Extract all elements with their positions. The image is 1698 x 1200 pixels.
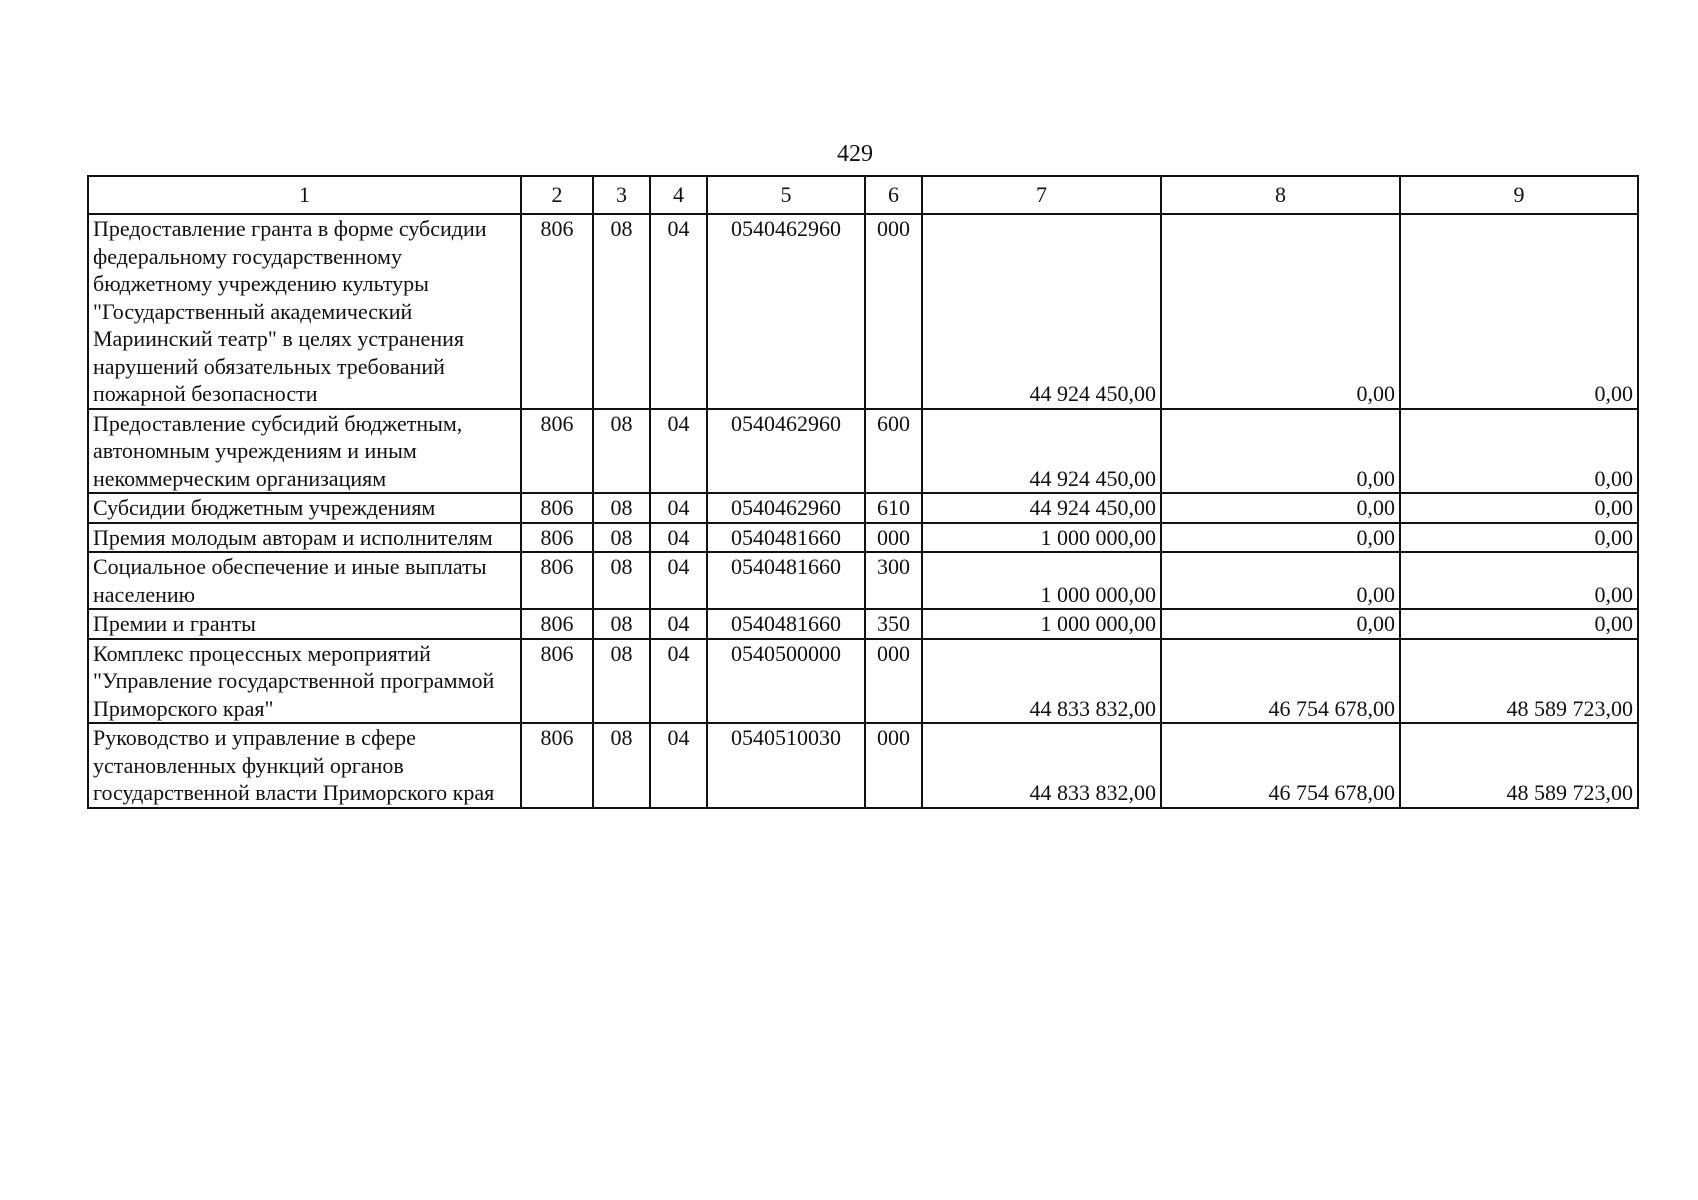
row-name: Предоставление субсидий бюджетным, автономным учреждениям и иным некоммерческим организациям bbox=[88, 409, 521, 494]
table-row bbox=[88, 723, 1638, 808]
row-amount-8: 0,00 bbox=[1161, 609, 1400, 639]
row-name: Предоставление гранта в форме субсидии федеральному государственному бюджетному учреждению культуры "Государственный академический Мариинский театр" в целях устранения нарушений обязательных требований пожарной безопасности bbox=[88, 214, 521, 409]
row-code-2: 806 bbox=[521, 639, 593, 724]
row-code-4: 04 bbox=[650, 409, 707, 494]
row-code-4: 04 bbox=[650, 723, 707, 808]
row-amount-7: 1 000 000,00 bbox=[922, 523, 1161, 553]
row-name: Премии и гранты bbox=[88, 609, 521, 639]
row-amount-8: 0,00 bbox=[1161, 523, 1400, 553]
row-code-6: 000 bbox=[865, 639, 922, 724]
row-amount-8: 46 754 678,00 bbox=[1161, 639, 1400, 724]
column-header-2: 2 bbox=[521, 176, 593, 214]
column-header-4: 4 bbox=[650, 176, 707, 214]
row-name: Субсидии бюджетным учреждениям bbox=[88, 493, 521, 523]
column-header-7: 7 bbox=[922, 176, 1161, 214]
row-name: Комплекс процессных мероприятий "Управление государственной программой Приморского края" bbox=[88, 639, 521, 724]
row-code-3: 08 bbox=[593, 723, 650, 808]
row-amount-9: 0,00 bbox=[1400, 409, 1638, 494]
row-code-3: 08 bbox=[593, 493, 650, 523]
row-amount-7: 1 000 000,00 bbox=[922, 609, 1161, 639]
row-code-6: 000 bbox=[865, 523, 922, 553]
row-amount-7: 1 000 000,00 bbox=[922, 552, 1161, 609]
row-code-4: 04 bbox=[650, 552, 707, 609]
column-header-8: 8 bbox=[1161, 176, 1400, 214]
table-row bbox=[88, 552, 1638, 609]
row-amount-9: 48 589 723,00 bbox=[1400, 639, 1638, 724]
table-row bbox=[88, 523, 1638, 553]
table-row bbox=[88, 639, 1638, 724]
table-row bbox=[88, 493, 1638, 523]
row-code-3: 08 bbox=[593, 214, 650, 409]
header-row bbox=[88, 176, 1638, 214]
row-code-6: 350 bbox=[865, 609, 922, 639]
row-amount-7: 44 924 450,00 bbox=[922, 214, 1161, 409]
row-amount-8: 46 754 678,00 bbox=[1161, 723, 1400, 808]
row-amount-7: 44 833 832,00 bbox=[922, 723, 1161, 808]
row-amount-7: 44 924 450,00 bbox=[922, 409, 1161, 494]
row-amount-8: 0,00 bbox=[1161, 493, 1400, 523]
row-code-6: 300 bbox=[865, 552, 922, 609]
row-code-6: 600 bbox=[865, 409, 922, 494]
table-row bbox=[88, 609, 1638, 639]
row-code-4: 04 bbox=[650, 214, 707, 409]
row-code-5: 0540462960 bbox=[707, 409, 865, 494]
row-code-5: 0540481660 bbox=[707, 552, 865, 609]
row-code-4: 04 bbox=[650, 609, 707, 639]
row-code-6: 610 bbox=[865, 493, 922, 523]
row-code-2: 806 bbox=[521, 723, 593, 808]
row-code-2: 806 bbox=[521, 552, 593, 609]
row-code-3: 08 bbox=[593, 523, 650, 553]
page-number: 429 bbox=[837, 141, 873, 167]
row-amount-7: 44 833 832,00 bbox=[922, 639, 1161, 724]
column-header-6: 6 bbox=[865, 176, 922, 214]
row-code-4: 04 bbox=[650, 523, 707, 553]
row-code-6: 000 bbox=[865, 723, 922, 808]
row-code-2: 806 bbox=[521, 214, 593, 409]
row-amount-9: 0,00 bbox=[1400, 609, 1638, 639]
row-code-3: 08 bbox=[593, 409, 650, 494]
table-row bbox=[88, 214, 1638, 409]
row-code-5: 0540481660 bbox=[707, 609, 865, 639]
row-code-2: 806 bbox=[521, 409, 593, 494]
row-code-3: 08 bbox=[593, 552, 650, 609]
row-code-3: 08 bbox=[593, 639, 650, 724]
row-amount-8: 0,00 bbox=[1161, 552, 1400, 609]
column-header-5: 5 bbox=[707, 176, 865, 214]
column-header-3: 3 bbox=[593, 176, 650, 214]
table-row bbox=[88, 409, 1638, 494]
row-name: Руководство и управление в сфере установленных функций органов государственной власти Приморского края bbox=[88, 723, 521, 808]
row-code-5: 0540462960 bbox=[707, 214, 865, 409]
row-code-6: 000 bbox=[865, 214, 922, 409]
row-code-2: 806 bbox=[521, 609, 593, 639]
row-code-2: 806 bbox=[521, 523, 593, 553]
row-amount-9: 0,00 bbox=[1400, 493, 1638, 523]
row-code-2: 806 bbox=[521, 493, 593, 523]
row-amount-9: 0,00 bbox=[1400, 552, 1638, 609]
row-code-3: 08 bbox=[593, 609, 650, 639]
row-amount-7: 44 924 450,00 bbox=[922, 493, 1161, 523]
row-name: Премия молодым авторам и исполнителям bbox=[88, 523, 521, 553]
row-code-5: 0540462960 bbox=[707, 493, 865, 523]
row-code-4: 04 bbox=[650, 493, 707, 523]
row-name: Социальное обеспечение и иные выплаты населению bbox=[88, 552, 521, 609]
row-amount-9: 48 589 723,00 bbox=[1400, 723, 1638, 808]
row-amount-8: 0,00 bbox=[1161, 214, 1400, 409]
row-amount-9: 0,00 bbox=[1400, 523, 1638, 553]
row-code-5: 0540481660 bbox=[707, 523, 865, 553]
column-header-1: 1 bbox=[88, 176, 521, 214]
row-code-5: 0540500000 bbox=[707, 639, 865, 724]
column-header-9: 9 bbox=[1400, 176, 1638, 214]
row-amount-9: 0,00 bbox=[1400, 214, 1638, 409]
row-code-4: 04 bbox=[650, 639, 707, 724]
budget-table bbox=[87, 175, 1639, 809]
row-amount-8: 0,00 bbox=[1161, 409, 1400, 494]
row-code-5: 0540510030 bbox=[707, 723, 865, 808]
